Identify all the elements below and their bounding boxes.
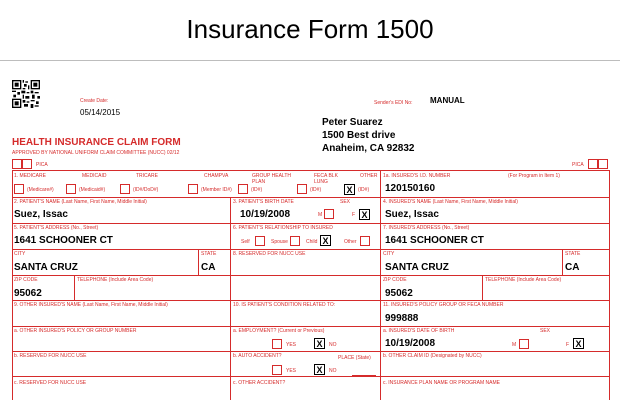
group-option: (ID#)	[251, 187, 263, 193]
recipient-address	[322, 116, 414, 155]
sender-edi-label: Sender's EDI No:	[374, 100, 413, 106]
feca-checkbox[interactable]	[297, 184, 307, 194]
insured-birth-value[interactable]: 10/19/2008	[385, 338, 436, 349]
place-state-line	[352, 375, 376, 376]
pica-right-box-2[interactable]	[598, 159, 608, 169]
insured-address-label: 7. INSURED'S ADDRESS (No., Street)	[383, 225, 470, 231]
tricare-option: (ID#/DoD#)	[133, 187, 159, 193]
reserved-c-label: c. RESERVED FOR NUCC USE	[14, 380, 87, 386]
recipient-city: Anaheim, CA 92832	[322, 143, 415, 154]
grid-line	[74, 275, 75, 300]
insured-id-label: 1a. INSURED'S I.D. NUMBER	[383, 173, 451, 179]
patient-address-value[interactable]: 1641 SCHOONER CT	[14, 235, 113, 246]
insured-address-value[interactable]: 1641 SCHOONER CT	[385, 235, 484, 246]
champva-option: (Member ID#)	[201, 187, 232, 193]
recipient-street: 1500 Best drive	[322, 130, 396, 141]
grid-line	[482, 275, 483, 300]
self-label: Self	[241, 239, 250, 245]
program-note: (For Program in Item 1)	[508, 173, 560, 179]
auto-yes-label: YES	[286, 368, 297, 374]
grid-line	[12, 170, 13, 400]
auto-no-label: NO	[329, 368, 337, 374]
champva-checkbox[interactable]	[188, 184, 198, 194]
child-label: Child	[306, 239, 318, 245]
city-label: CITY	[14, 251, 26, 257]
insured-zip-label: ZIP CODE	[383, 277, 407, 283]
other-claim-label: b. OTHER CLAIM ID (Designated by NUCC)	[383, 353, 482, 359]
grid-line	[609, 170, 610, 400]
insured-birth-label: a. INSURED'S DATE OF BIRTH	[383, 328, 455, 334]
pica-right-label: PICA	[572, 162, 584, 168]
feca-label: FECA BLK LUNG	[314, 173, 338, 185]
sex-label: SEX	[340, 199, 351, 205]
female-label: F	[352, 212, 356, 218]
employment-yes-checkbox[interactable]	[272, 339, 282, 349]
insured-male-checkbox[interactable]	[519, 339, 529, 349]
create-date-label: Create Date:	[80, 98, 109, 104]
feca-option: (ID#)	[310, 187, 322, 193]
pica-left-box-1[interactable]	[12, 159, 22, 169]
self-checkbox[interactable]	[255, 236, 265, 246]
relationship-label: 6. PATIENT'S RELATIONSHIP TO INSURED	[233, 225, 333, 231]
pica-right-box-1[interactable]	[588, 159, 598, 169]
medicare-checkbox[interactable]	[14, 184, 24, 194]
city-value[interactable]: SANTA CRUZ	[14, 262, 78, 273]
spouse-checkbox[interactable]	[290, 236, 300, 246]
recipient-name: Peter Suarez	[322, 117, 383, 128]
birth-date-value[interactable]: 10/19/2008	[240, 209, 291, 220]
insured-zip-value[interactable]: 95062	[385, 288, 413, 299]
condition-label: 10. IS PATIENT'S CONDITION RELATED TO:	[233, 302, 336, 308]
medicaid-label: MEDICAID	[82, 173, 107, 179]
other-rel-label: Other	[344, 239, 357, 245]
child-checkbox-checked[interactable]: X	[320, 235, 331, 246]
insured-female-checkbox-checked[interactable]: X	[573, 338, 584, 349]
insured-id-value[interactable]: 120150160	[385, 183, 436, 194]
qr-code-icon	[12, 80, 40, 108]
auto-accident-label: b. AUTO ACCIDENT?	[233, 353, 282, 359]
other-rel-checkbox[interactable]	[360, 236, 370, 246]
grid-line	[198, 249, 199, 275]
patient-name-value[interactable]: Suez, Issac	[14, 209, 68, 220]
male-label: M	[318, 212, 323, 218]
approved-text: APPROVED BY NATIONAL UNIFORM CLAIM COMMITTEE (NUCC) 02/12	[12, 150, 180, 156]
tricare-checkbox[interactable]	[120, 184, 130, 194]
grid-line	[562, 249, 563, 275]
medicaid-checkbox[interactable]	[66, 184, 76, 194]
patient-address-label: 5. PATIENT'S ADDRESS (No., Street)	[14, 225, 99, 231]
create-date: 05/14/2015	[80, 108, 121, 117]
employment-no-checkbox-checked[interactable]: X	[314, 338, 325, 349]
employment-label: a. EMPLOYMENT? (Current or Previous)	[233, 328, 325, 334]
insured-city-label: CITY	[383, 251, 395, 257]
grid-line	[230, 197, 231, 400]
medicare-option: (Medicare#)	[27, 187, 54, 193]
pica-left-box-2[interactable]	[22, 159, 32, 169]
form-title: HEALTH INSURANCE CLAIM FORM	[12, 137, 181, 148]
other-policy-label: a. OTHER INSURED'S POLICY OR GROUP NUMBER	[14, 328, 137, 334]
telephone-label: TELEPHONE (Include Area Code)	[77, 277, 154, 283]
employment-no-label: NO	[329, 342, 337, 348]
grid-line	[12, 326, 610, 327]
other-accident-label: c. OTHER ACCIDENT?	[233, 380, 286, 386]
policy-group-label: 11. INSURED'S POLICY GROUP OR FECA NUMBER	[383, 302, 504, 308]
insured-sex-label: SEX	[540, 328, 551, 334]
zip-label: ZIP CODE	[14, 277, 38, 283]
page-title: Insurance Form 1500	[186, 14, 434, 44]
other-checkbox-checked[interactable]: X	[344, 184, 355, 195]
insured-name-value[interactable]: Suez, Issac	[385, 209, 439, 220]
state-value[interactable]: CA	[201, 262, 216, 273]
grid-line	[12, 170, 610, 171]
place-state-label: PLACE (State)	[338, 355, 371, 361]
group-checkbox[interactable]	[238, 184, 248, 194]
grid-line	[12, 249, 610, 250]
male-checkbox[interactable]	[324, 209, 334, 219]
insured-state-label: STATE	[565, 251, 581, 257]
other-label: OTHER	[360, 173, 378, 179]
plan-name-label: c. INSURANCE PLAN NAME OR PROGRAM NAME	[383, 380, 500, 386]
sender-edi-value: MANUAL	[430, 96, 465, 105]
grid-line	[12, 300, 610, 301]
champva-label: CHAMPVA	[204, 173, 229, 179]
grid-line	[12, 223, 610, 224]
policy-group-value[interactable]: 999888	[385, 313, 419, 324]
medicaid-option: (Medicaid#)	[79, 187, 106, 193]
group-health-label: GROUP HEALTH PLAN	[252, 173, 291, 185]
other-insured-label: 9. OTHER INSURED'S NAME (Last Name, First Name, Middle Initial)	[14, 302, 168, 308]
employment-yes-label: YES	[286, 342, 297, 348]
insured-female-label: F	[566, 342, 570, 348]
reserved-b-label: b. RESERVED FOR NUCC USE	[14, 353, 87, 359]
insured-city-value[interactable]: SANTA CRUZ	[385, 262, 449, 273]
insured-state-value[interactable]: CA	[565, 262, 580, 273]
birth-date-label: 3. PATIENT'S BIRTH DATE	[233, 199, 294, 205]
patient-name-label: 2. PATIENT'S NAME (Last Name, First Name, Middle Initial)	[14, 199, 147, 205]
reserved-nucc-label: 8. RESERVED FOR NUCC USE	[233, 251, 306, 257]
auto-no-checkbox-checked[interactable]: X	[314, 364, 325, 375]
female-checkbox-checked[interactable]: X	[359, 209, 370, 220]
grid-line	[12, 197, 610, 198]
grid-line	[12, 275, 610, 276]
medicare-label: 1. MEDICARE	[14, 173, 46, 179]
insured-male-label: M	[512, 342, 517, 348]
tricare-label: TRICARE	[136, 173, 158, 179]
title-divider	[0, 60, 620, 61]
spouse-label: Spouse	[271, 239, 288, 245]
grid-line	[380, 170, 381, 400]
other-option: (ID#)	[358, 187, 370, 193]
pica-left-label: PICA	[36, 162, 48, 168]
auto-yes-checkbox[interactable]	[272, 365, 282, 375]
zip-value[interactable]: 95062	[14, 288, 42, 299]
insured-telephone-label: TELEPHONE (Include Area Code)	[485, 277, 562, 283]
grid-line	[12, 376, 610, 377]
insured-name-label: 4. INSURED'S NAME (Last Name, First Name, Middle Initial)	[383, 199, 518, 205]
state-label: STATE	[201, 251, 217, 257]
grid-line	[12, 351, 610, 352]
